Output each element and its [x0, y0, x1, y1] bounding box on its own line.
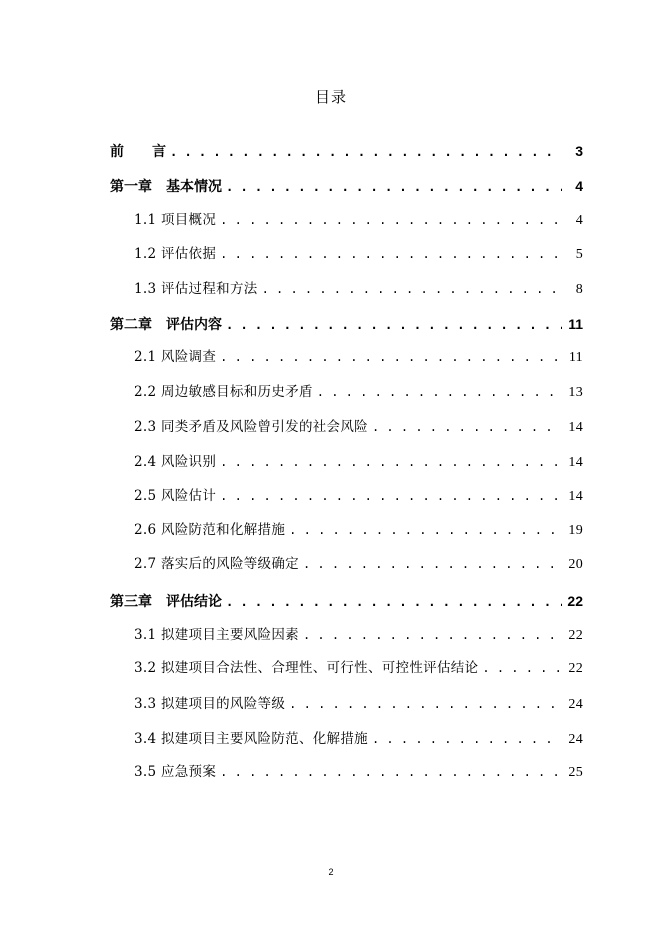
toc-entry-title: 第二章 评估内容: [110, 317, 222, 333]
page-number: 2: [328, 867, 334, 877]
page-title: 目录: [314, 88, 347, 106]
toc-leader-dots: [317, 381, 562, 403]
toc-entry-2-1[interactable]: [134, 346, 583, 368]
toc-entry-title: 2.7 落实后的风险等级确定: [134, 556, 299, 572]
toc-entry-chapter-2[interactable]: [110, 313, 583, 335]
toc-leader-dots: [170, 141, 562, 163]
toc-entry-page: 4: [575, 213, 583, 228]
toc-entry-title: 第一章 基本情况: [110, 179, 222, 195]
toc-entry-page: 5: [575, 247, 583, 262]
toc-leader-dots: [220, 451, 562, 473]
toc-entry-chapter-3[interactable]: [110, 590, 583, 612]
toc-leader-dots: [303, 624, 562, 646]
toc-entry-2-4[interactable]: [134, 451, 583, 473]
toc-entry-2-2[interactable]: [134, 381, 583, 403]
toc-entry-page: 14: [568, 420, 583, 435]
toc-leader-dots: [220, 761, 562, 783]
toc-entry-title: 2.3 同类矛盾及风险曾引发的社会风险: [134, 419, 368, 435]
toc-entry-page: 22: [568, 628, 583, 643]
toc-leader-dots: [220, 485, 562, 507]
toc-leader-dots: [482, 657, 562, 679]
toc-entry-3-1[interactable]: [134, 624, 583, 646]
toc-leader-dots: [220, 346, 562, 368]
toc-entry-page: 11: [568, 316, 583, 332]
toc-entry-title: 2.2 周边敏感目标和历史矛盾: [134, 384, 313, 400]
toc-entry-page: 14: [568, 489, 583, 504]
toc-entry-title: 1.3 评估过程和方法: [134, 281, 258, 297]
toc-entry-2-5[interactable]: [134, 485, 583, 507]
toc-entry-page: 3: [575, 143, 583, 159]
toc-entry-title: 前 言: [110, 144, 166, 160]
toc-entry-page: 22: [568, 661, 583, 676]
toc-entry-title: 3.2 拟建项目合法性、合理性、可行性、可控性评估结论: [134, 660, 479, 676]
toc-entry-title: 1.1 项目概况: [134, 212, 217, 228]
toc-entry-1-2[interactable]: [134, 243, 583, 265]
toc-entry-title: 1.2 评估依据: [134, 246, 217, 262]
toc-entry-preface[interactable]: [110, 140, 583, 162]
toc-entry-title: 第三章 评估结论: [110, 594, 222, 610]
toc-entry-page: 11: [568, 350, 583, 365]
toc-leader-dots: [226, 314, 562, 336]
toc-entry-title: 2.6 风险防范和化解措施: [134, 522, 286, 538]
toc-leader-dots: [220, 209, 562, 231]
toc-leader-dots: [372, 728, 562, 750]
toc-leader-dots: [262, 278, 562, 300]
toc-leader-dots: [226, 591, 562, 613]
toc-entry-page: 8: [575, 282, 583, 297]
toc-entry-3-2[interactable]: [134, 657, 583, 679]
toc-entry-chapter-1[interactable]: [110, 175, 583, 197]
toc-entry-2-3[interactable]: [134, 416, 583, 438]
toc-leader-dots: [289, 519, 562, 541]
toc-entry-title: 2.5 风险估计: [134, 488, 217, 504]
toc-entry-3-5[interactable]: [134, 761, 583, 783]
toc-entry-2-7[interactable]: [134, 553, 583, 575]
toc-entry-title: 3.3 拟建项目的风险等级: [134, 696, 286, 712]
toc-entry-page: 4: [575, 178, 583, 194]
toc-leader-dots: [220, 243, 562, 265]
toc-entry-1-3[interactable]: [134, 278, 583, 300]
toc-leader-dots: [226, 176, 562, 198]
toc-leader-dots: [372, 416, 562, 438]
toc-entry-title: 3.1 拟建项目主要风险因素: [134, 627, 299, 643]
toc-entry-page: 13: [568, 385, 583, 400]
toc-entry-page: 14: [568, 455, 583, 470]
toc-entry-page: 24: [568, 697, 583, 712]
toc-entry-page: 20: [568, 557, 583, 572]
toc-entry-1-1[interactable]: [134, 209, 583, 231]
toc-entry-page: 24: [568, 732, 583, 747]
toc-entry-3-3[interactable]: [134, 693, 583, 715]
toc-leader-dots: [289, 693, 562, 715]
toc-entry-page: 19: [568, 523, 583, 538]
toc-entry-title: 3.5 应急预案: [134, 764, 217, 780]
toc-entry-title: 2.1 风险调查: [134, 349, 217, 365]
toc-entry-page: 22: [567, 593, 583, 609]
toc-entry-page: 25: [568, 765, 583, 780]
toc-entry-title: 3.4 拟建项目主要风险防范、化解措施: [134, 731, 368, 747]
toc-entry-2-6[interactable]: [134, 519, 583, 541]
toc-leader-dots: [303, 553, 562, 575]
toc-entry-title: 2.4 风险识别: [134, 454, 217, 470]
toc-entry-3-4[interactable]: [134, 728, 583, 750]
